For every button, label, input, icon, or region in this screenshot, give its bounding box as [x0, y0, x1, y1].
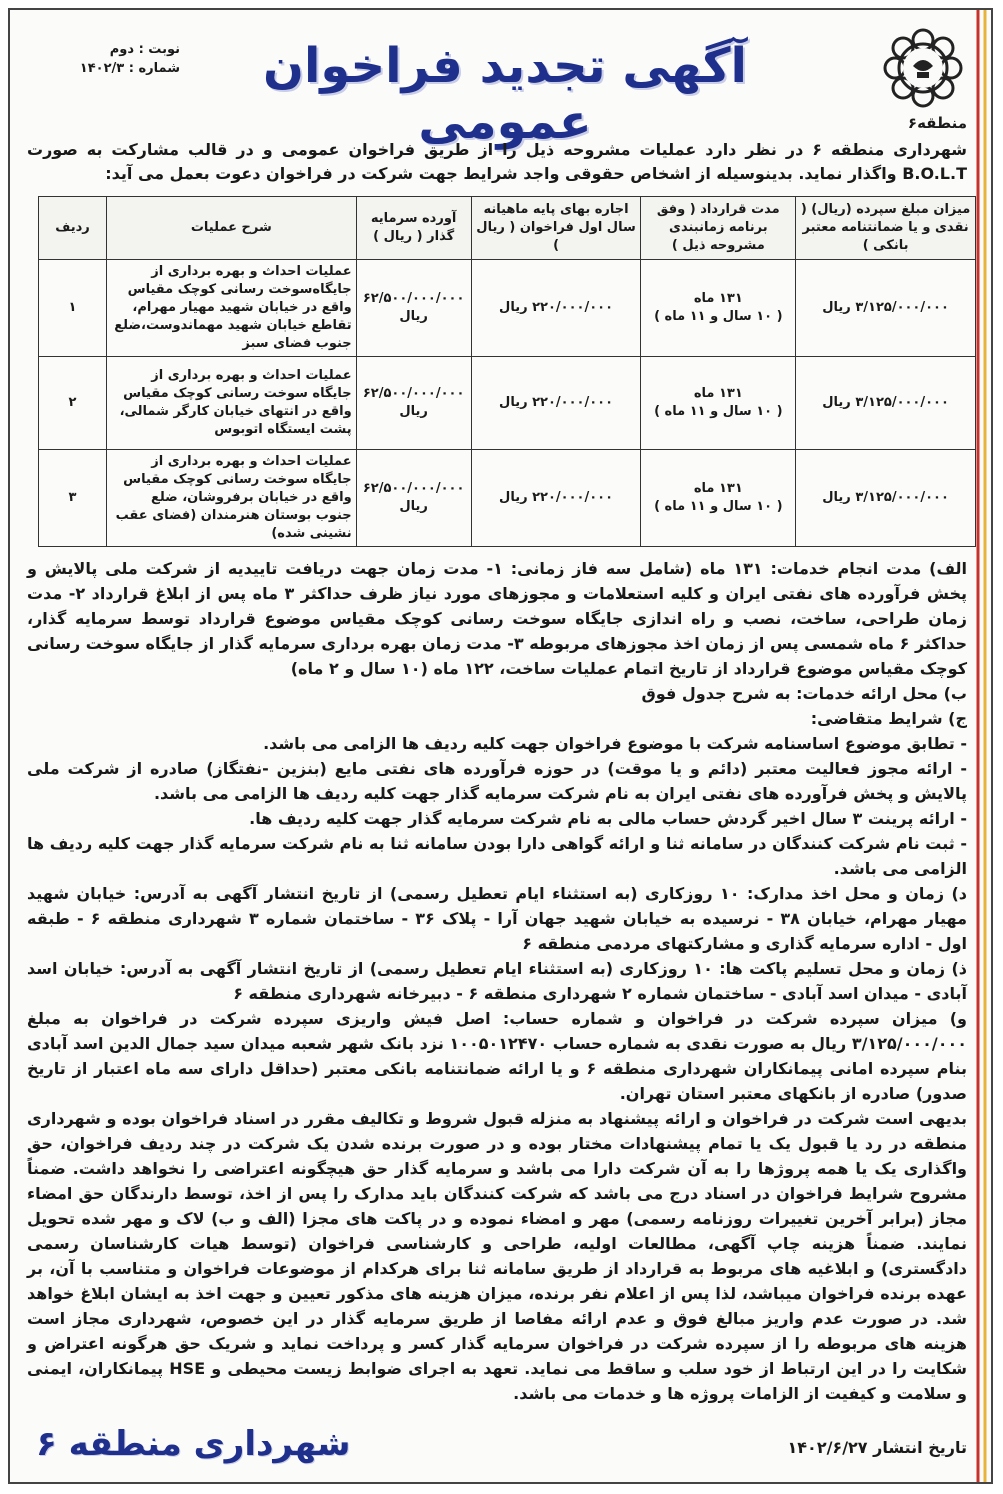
- condition-item: - تطابق موضوع اساسنامه شرکت با موضوع فراخوان جهت کلیه ردیف ها الزامی می باشد.: [263, 734, 967, 753]
- rent-cell: ۲۲۰/۰۰۰/۰۰۰ ریال: [471, 260, 641, 357]
- municipality-signature: شهرداری منطقه ۶: [36, 1424, 351, 1464]
- duration-months: ۱۳۱ ماه: [693, 291, 743, 306]
- deposit-cell: ۳/۱۲۵/۰۰۰/۰۰۰ ریال: [796, 357, 976, 450]
- intro-paragraph: شهرداری منطقه ۶ در نظر دارد عملیات مشروحه ذیل را از طریق فراخوان عمومی و در قالب مشارکت به صورت B.O.L.T واگذار نماید. بدینوسیله از اشخاص حقوقی واجد شرایط جهت شرکت در فراخوان دعوت بعمل می آید:: [27, 140, 968, 183]
- condition-item: - ارائه مجوز فعالیت معتبر (دائم و یا موقت) در حوزه فرآورده های نفتی مایع (بنزین -نفتگاز) صادره از شرکت ملی پالایش و پخش فرآورده های نفتی ایران به نام شرکت سرمایه گذار جهت کلیه ردیف ها الزامی می باشد.: [27, 759, 967, 803]
- header-row-number: ردیف: [39, 197, 107, 260]
- duration-cell: [641, 450, 796, 547]
- deposit-cell: ۳/۱۲۵/۰۰۰/۰۰۰ ریال: [796, 260, 976, 357]
- publish-date: تاریخ انتشار ۱۴۰۲/۶/۲۷: [787, 1438, 967, 1457]
- investment-cell: ۶۲/۵۰۰/۰۰۰/۰۰۰ ریال: [356, 260, 471, 357]
- issue-info: [40, 40, 180, 78]
- description-cell: عملیات احداث و بهره برداری از جایگاه‌سوخت رسانی کوچک مقیاس واقع در خیابان شهید مهیار مهرام، تقاطع خیابان شهید مهماندوست،ضلع جنوب فضای سبز: [106, 260, 356, 357]
- rent-cell: ۲۲۰/۰۰۰/۰۰۰ ریال: [471, 450, 641, 547]
- condition-item: - ارائه پرینت ۳ سال اخیر گردش حساب مالی به نام شرکت سرمایه گذار جهت کلیه ردیف ها.: [249, 809, 967, 828]
- duration-months: ۱۳۱ ماه: [693, 386, 743, 401]
- header-description: شرح عملیات: [106, 197, 356, 260]
- service-location-paragraph: ب) محل ارائه خدمات: به شرح جدول فوق: [641, 684, 967, 703]
- notice-body: [27, 556, 967, 1406]
- condition-item: - ثبت نام شرکت کنندگان در سامانه ثنا و ارائه گواهی دارا بودن سامانه ثنا به نام شرکت سرمایه گذار جهت کلیه ردیف ها الزامی می باشد.: [27, 834, 967, 878]
- terms-paragraph: بدیهی است شرکت در فراخوان و ارائه پیشنهاد به منزله قبول شروط و تکالیف مقرر در اسناد فراخوان بوده و شهرداری منطقه در رد یا قبول یک یا تمام پیشنهادات مختار بوده و در صورت برنده شدن یک شرکت در چند ردیف فراخوان، حق واگذاری یک یا همه پروژها را به آن شرکت دارا می باشد و سرمایه گذار حق هیچگونه اعتراضی را نخواهد داشت. ضمناً مشروح شرایط فراخوان در اسناد درج می باشد که شرکت کنندگان باید مدارک را پس از اخذ، توسط دارندگان حق امضاء مجاز (برابر آخرین تغییرات روزنامه رسمی) مهر و امضاء نموده و در پاکت های مجزا (الف و ب) لاک و مهر شده تحویل نمایند. ضمناً هزینه چاپ آگهی، مطالعات اولیه، طراحی و کارشناسی فراخوان (توسط هیات کارشناسان رسمی دادگستری) و ابلاغیه های مربوط به قرارداد از طریق سامانه ثنا برای هرکدام از موضوعات فراخوان و متناسب با آن، بر عهده برنده فراخوان میباشد، لذا پس از اعلام نفر برنده، میزان هزینه های مذکور تعیین و جهت اخذ به ایشان ابلاغ خواهد شد. در صورت عدم واریز مبالغ فوق و عدم ارائه مفاصا از طریق سرمایه گذار در این خصوص، شهرداری مجاز است هزینه های مربوطه را از سپرده شرکت در فراخوان سرمایه گذار کسر و پرداخت نماید و شریک حق هرگونه اعتراض و شکایت را در این ارتباط از خود سلب و ساقط می نماید. تعهد به اجرای ضوابط زیست محیطی و HSE پیمانکاران، ایمنی و سلامت و کیفیت از الزامات پروژه ها و خدمات می باشد.: [27, 1109, 967, 1403]
- header-duration: مدت قرارداد ( وفق برنامه زمانبندی مشروحه ذیل ): [641, 197, 796, 260]
- documents-pickup-paragraph: د) زمان و محل اخذ مدارک: ۱۰ روزکاری (به استثناء ایام تعطیل رسمی) از تاریخ انتشار آگهی به آدرس: خیابان شهید مهیار مهرام، خیابان ۳۸ - نرسیده به خیابان شهید جهان آرا - پلاک ۳۶ - ساختمان شماره ۳ شهرداری منطقه ۶ - طبقه اول - اداره سرمایه گذاری و مشارکتهای مردمی منطقه ۶: [27, 884, 968, 953]
- header-rent: اجاره بهای پایه ماهیانه سال اول فراخوان ( ریال ): [471, 197, 641, 260]
- duration-cell: [641, 260, 796, 357]
- table-row: [39, 357, 976, 450]
- header-deposit: میزان مبلغ سپرده (ریال) ( نقدی و یا ضمانتنامه معتبر بانکی ): [796, 197, 976, 260]
- description-cell: عملیات احداث و بهره برداری از جایگاه سوخت رسانی کوچک مقیاس واقع در انتهای خیابان کارگر شمالی، پشت ایستگاه اتوبوس: [106, 357, 356, 450]
- investment-cell: ۶۲/۵۰۰/۰۰۰/۰۰۰ ریال: [356, 357, 471, 450]
- row-number-cell: ۳: [39, 450, 107, 547]
- investment-cell: ۶۲/۵۰۰/۰۰۰/۰۰۰ ریال: [356, 450, 471, 547]
- issue-turn: نوبت : دوم: [109, 42, 180, 57]
- tehran-municipality-logo-icon: [881, 26, 965, 110]
- notice-page: [8, 8, 993, 1484]
- envelope-submission-paragraph: ذ) زمان و محل تسلیم پاکت ها: ۱۰ روزکاری (به استثناء ایام تعطیل رسمی) از تاریخ انتشار آگهی به آدرس: خیابان اسد آبادی - میدان اسد آبادی - ساختمان شماره ۲ شهرداری منطقه ۶ - دبیرخانه شهرداری منطقه ۶: [27, 959, 968, 1003]
- duration-detail: ( ۱۰ سال و ۱۱ ماه ): [654, 309, 783, 324]
- duration-cell: [641, 357, 796, 450]
- operations-table: [38, 196, 976, 547]
- deposit-paragraph: و) میزان سپرده شرکت در فراخوان و شماره حساب: اصل فیش واریزی سپرده شرکت در فراخوان به مبلغ ۳/۱۲۵/۰۰۰/۰۰۰ ریال به صورت نقدی به شماره حساب ۱۰۰۵۰۱۲۴۷۰ نزد بانک شهر شعبه میدان سید جمال الدین اسد آبادی بنام سپرده امانی پیمانکاران شهرداری منطقه ۶ و یا ارائه ضمانتنامه بانکی معتبر (حداقل دارای سه ماه اعتبار از تاریخ صدور) صادره از بانکهای معتبر استان تهران.: [27, 1009, 968, 1103]
- rent-cell: ۲۲۰/۰۰۰/۰۰۰ ریال: [471, 357, 641, 450]
- row-number-cell: ۲: [39, 357, 107, 450]
- issue-number: شماره : ۱۴۰۲/۳: [79, 61, 180, 76]
- table-header-row: [39, 197, 976, 260]
- region-label: منطقه۶: [907, 114, 967, 132]
- deposit-cell: ۳/۱۲۵/۰۰۰/۰۰۰ ریال: [796, 450, 976, 547]
- header-investment: آورده سرمایه گذار ( ریال ): [356, 197, 471, 260]
- row-number-cell: ۱: [39, 260, 107, 357]
- table-row: [39, 260, 976, 357]
- service-duration-paragraph: الف) مدت انجام خدمات: ۱۳۱ ماه (شامل سه فاز زمانی: ۱- مدت زمان جهت دریافت تاییدیه از شرکت ملی پالایش و پخش فرآورده های نفتی ایران و کلیه استعلامات و مجوزهای مورد نیاز ظرف حداکثر ۳ ماه پس از ابلاغ قرارداد ۲- مدت زمان طراحی، ساخت، نصب و راه اندازی جایگاه سوخت رسانی کوچک مقیاس موضوع قرارداد توسط سرمایه گذار، حداکثر ۶ ماه شمسی پس از زمان اخذ مجوزهای مربوطه ۳- مدت زمان بهره برداری سرمایه گذار از جایگاه سوخت رسانی کوچک مقیاس موضوع قرارداد از تاریخ اتمام عملیات ساخت، ۱۲۲ ماه (۱۰ سال و ۲ ماه): [27, 559, 968, 678]
- duration-months: ۱۳۱ ماه: [693, 481, 743, 496]
- description-cell: عملیات احداث و بهره برداری از جایگاه سوخت رسانی کوچک مقیاس واقع در خیابان برفروشان، ضلع جنوب بوستان هنرمندان (فضای عقب نشینی شده): [106, 450, 356, 547]
- duration-detail: ( ۱۰ سال و ۱۱ ماه ): [654, 499, 783, 514]
- duration-detail: ( ۱۰ سال و ۱۱ ماه ): [654, 404, 783, 419]
- table-row: [39, 450, 976, 547]
- applicant-conditions-heading: ج) شرایط متقاضی:: [810, 709, 967, 728]
- notice-title: آگهی تجدید فراخوان عمومی: [263, 38, 747, 150]
